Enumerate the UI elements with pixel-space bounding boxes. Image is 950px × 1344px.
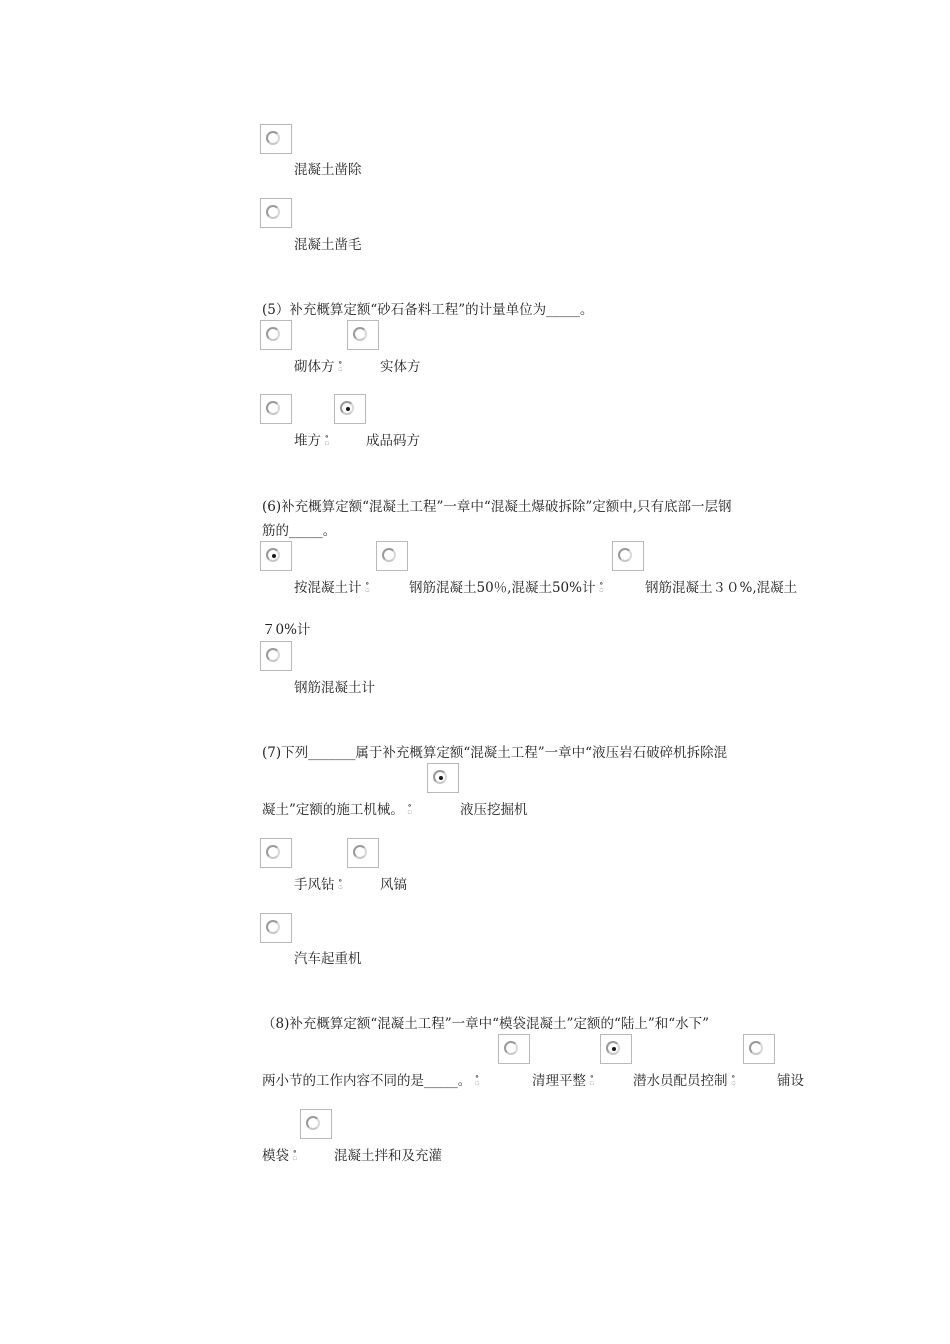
q5-opt2-label: 实体方 xyxy=(380,359,421,375)
paragraph-mark-icon: ఄ xyxy=(598,584,605,595)
q6-opt4-label: 钢筋混凝土计 xyxy=(294,680,375,696)
q6-stem-line2: 筋的_____。 xyxy=(262,523,337,539)
radio-q8-opt4[interactable] xyxy=(300,1109,332,1139)
radio-q4-opt4[interactable] xyxy=(260,198,292,228)
paragraph-mark-icon: ఄ xyxy=(364,584,371,595)
radio-q5-opt3[interactable] xyxy=(260,394,292,424)
q8-opt1-row xyxy=(532,1073,595,1091)
radio-q5-opt1[interactable] xyxy=(260,320,292,350)
radio-circle-icon xyxy=(266,648,280,662)
q8-opt2-row xyxy=(633,1073,736,1091)
q5-opt4-label: 成品码方 xyxy=(366,433,420,449)
radio-selected-dot-icon xyxy=(346,407,350,411)
q5-opt3-label: 堆方 xyxy=(294,433,321,449)
radio-circle-icon xyxy=(266,920,280,934)
radio-q6-opt2[interactable] xyxy=(376,541,408,571)
radio-circle-icon xyxy=(266,845,280,859)
paragraph-mark-icon: ఄ xyxy=(337,881,344,892)
radio-circle-icon xyxy=(266,205,280,219)
q6-stem-line1: (6)补充概算定额“混凝土工程”一章中“混凝土爆破拆除”定额中,只有底部一层钢 xyxy=(262,499,732,515)
radio-q7-opt2[interactable] xyxy=(260,838,292,868)
q7-opt2-label: 手风钻 xyxy=(294,877,335,893)
q8-stem-line1: （8)补充概算定额“混凝土工程”一章中“模袋混凝土”定额的“陆上”和“水下” xyxy=(262,1016,710,1032)
q7-stem-line2-row xyxy=(262,802,413,820)
radio-q7-opt1[interactable] xyxy=(427,763,459,793)
radio-q7-opt3[interactable] xyxy=(347,838,379,868)
q7-opt4-label: 汽车起重机 xyxy=(294,951,362,967)
q8-opt3-label-line1: 铺设 xyxy=(777,1073,804,1089)
radio-circle-icon xyxy=(306,1116,320,1130)
radio-selected-dot-icon xyxy=(612,1047,616,1051)
paragraph-mark-icon: ఄ xyxy=(406,806,413,817)
q6-opt1-label: 按混凝土计 xyxy=(294,580,362,596)
q8-opt1-label: 清理平整 xyxy=(532,1073,586,1089)
radio-selected-dot-icon xyxy=(439,776,443,780)
radio-q8-opt1[interactable] xyxy=(498,1034,530,1064)
q6-opt2-label: 钢筋混凝土50％,混凝土50%计 xyxy=(409,580,596,596)
radio-circle-icon xyxy=(433,770,447,784)
paragraph-mark-icon: ఄ xyxy=(730,1077,737,1088)
radio-circle-icon xyxy=(504,1041,518,1055)
radio-circle-icon xyxy=(353,327,367,341)
q8-stem-line2-row xyxy=(262,1073,480,1091)
q7-stem-line1: (7)下列_______属于补充概算定额“混凝土工程”一章中“液压岩石破碎机拆除混 xyxy=(262,745,728,761)
q8-opt3-label-line2: 模袋 xyxy=(262,1148,289,1164)
radio-circle-icon xyxy=(340,401,354,415)
radio-q6-opt1[interactable] xyxy=(260,541,292,571)
radio-q5-opt2[interactable] xyxy=(347,320,379,350)
q6-opt3-label-line1: 钢筋混凝土３０%,混凝土 xyxy=(645,580,798,596)
radio-circle-icon xyxy=(749,1041,763,1055)
radio-q5-opt4[interactable] xyxy=(334,394,366,424)
paragraph-mark-icon: ఄ xyxy=(292,1152,298,1163)
paragraph-mark-icon: ఄ xyxy=(337,363,344,374)
q5-stem: (5）补充概算定额“砂石备料工程”的计量单位为_____。 xyxy=(262,302,594,318)
q8-opt4-label: 混凝土拌和及充灌 xyxy=(334,1148,442,1164)
q7-opt1-label: 液压挖掘机 xyxy=(460,802,528,818)
radio-circle-icon xyxy=(266,401,280,415)
q4-opt3-label: 混凝土凿除 xyxy=(294,162,362,178)
radio-circle-icon xyxy=(353,845,367,859)
radio-q8-opt2[interactable] xyxy=(600,1034,632,1064)
q8-opt2-label: 潜水员配员控制 xyxy=(633,1073,728,1089)
q6-opt3-label-line2: ７0%计 xyxy=(262,622,311,638)
q6-opt1-row xyxy=(294,580,370,598)
radio-selected-dot-icon xyxy=(272,554,276,558)
q5-opt1-row xyxy=(294,359,343,377)
radio-q6-opt4[interactable] xyxy=(260,641,292,671)
q6-opt2-row xyxy=(409,580,604,598)
q7-opt2-row xyxy=(294,877,343,895)
radio-circle-icon xyxy=(382,548,396,562)
radio-circle-icon xyxy=(266,327,280,341)
radio-q4-opt3[interactable] xyxy=(260,124,292,154)
paragraph-mark-icon: ఄ xyxy=(474,1077,481,1088)
q8-stem-line2: 两小节的工作内容不同的是_____。 xyxy=(262,1073,472,1089)
radio-q6-opt3[interactable] xyxy=(612,541,644,571)
q7-opt3-label: 风镐 xyxy=(380,877,407,893)
radio-circle-icon xyxy=(266,548,280,562)
radio-q7-opt4[interactable] xyxy=(260,913,292,943)
q7-stem-line2: 凝土”定额的施工机械。 xyxy=(262,802,404,818)
paragraph-mark-icon: ఄ xyxy=(589,1077,595,1088)
paragraph-mark-icon: ఄ xyxy=(324,437,330,448)
q5-opt1-label: 砌体方 xyxy=(294,359,335,375)
q5-opt3-row xyxy=(294,433,330,451)
q4-opt4-label: 混凝土凿毛 xyxy=(294,237,362,253)
radio-circle-icon xyxy=(618,548,632,562)
radio-circle-icon xyxy=(266,131,280,145)
q8-opt3-line2-row xyxy=(262,1148,298,1166)
radio-circle-icon xyxy=(606,1041,620,1055)
radio-q8-opt3[interactable] xyxy=(743,1034,775,1064)
